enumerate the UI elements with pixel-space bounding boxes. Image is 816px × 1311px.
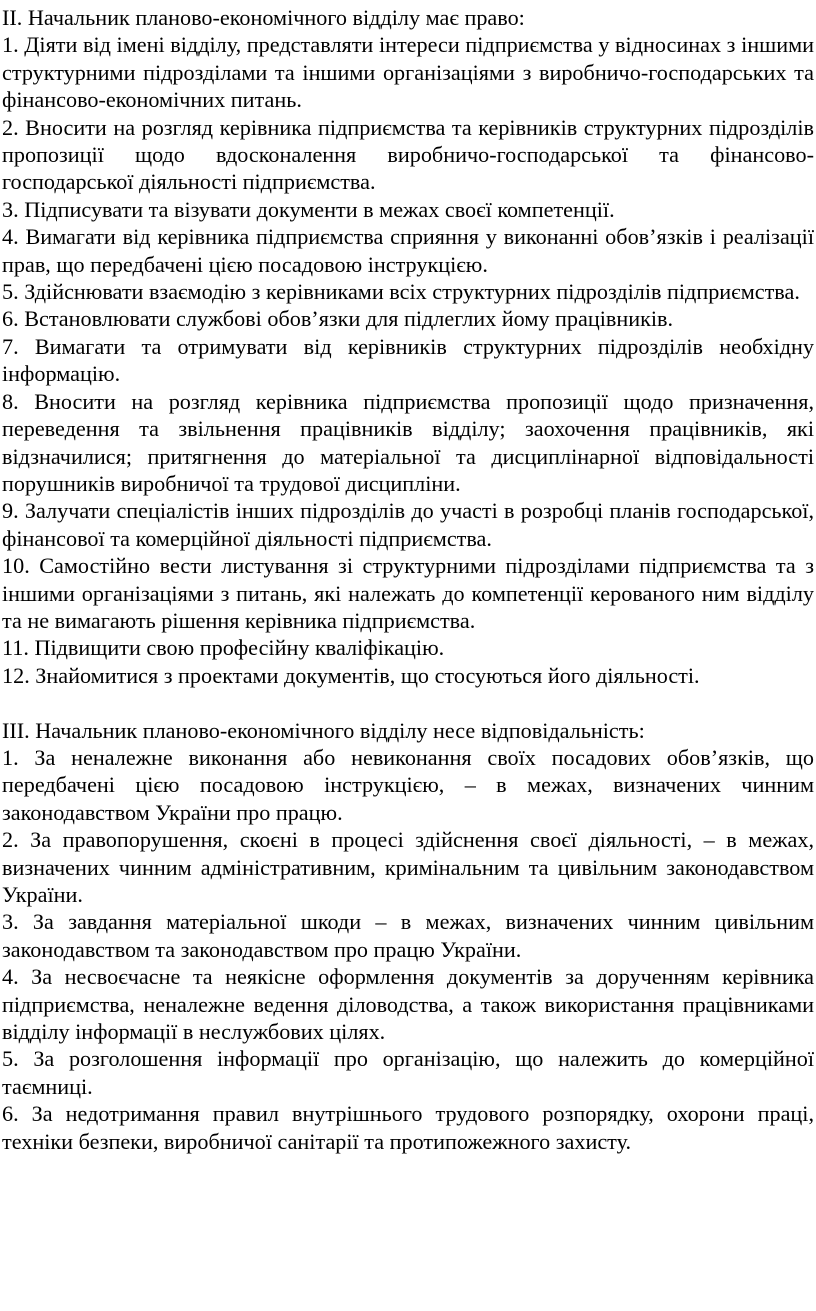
- list-item: 5. Здійснювати взаємодію з керівниками всіх структурних підрозділів підприємства.: [2, 279, 800, 305]
- list-item: 10. Самостійно вести листування зі структурними підрозділами підприємства та з іншими організаціями з питань, які належать до компетенції керованого ним відділу та не вимагають рішення керівника підприємства.: [2, 553, 814, 633]
- section-heading: II. Начальник планово-економічного відділу має право:: [2, 5, 525, 30]
- list-item: 3. За завдання матеріальної шкоди – в межах, визначених чинним цивільним законодавством та законодавством про працю України.: [2, 909, 814, 962]
- list-item: 9. Залучати спеціалістів інших підрозділів до участі в розробці планів господарської, фінансової та комерційної діяльності підприємства.: [2, 498, 814, 551]
- list-item: 4. За несвоєчасне та неякісне оформлення документів за дорученням керівника підприємства, неналежне ведення діловодства, а також використання працівниками відділу інформації в неслужбових цілях.: [2, 964, 814, 1045]
- list-item: 1. Діяти від імені відділу, представляти інтереси підприємства у відносинах з іншими структурними підрозділами та іншими організаціями з виробничо-господарських та фінансово-економічних питань.: [2, 32, 814, 113]
- list-item: 6. За недотримання правил внутрішнього трудового розпорядку, охорони праці, техніки безпеки, виробничої санітарії та протипожежного захисту.: [2, 1101, 814, 1154]
- list-item: 5. За розголошення інформації про організацію, що належить до комерційної таємниці.: [2, 1046, 814, 1099]
- list-item: 11. Підвищити свою професійну кваліфікацію.: [2, 635, 445, 661]
- list-item: 8. Вносити на розгляд керівника підприємства пропозиції щодо призначення, переведення та звільнення працівників відділу; заохочення працівників, які відзначилися; притягнення до матеріальної та дисциплінарної відповідальності порушників виробничої та трудової дисципліни.: [2, 388, 814, 496]
- section-heading: III. Начальник планово-економічного відділу несе відповідальність:: [2, 717, 645, 743]
- list-item: 1. За неналежне виконання або невиконання своїх посадових обов’язків, що передбачені цією посадовою інструкцією, – в межах, визначених чинним законодавством України про працю.: [2, 744, 814, 825]
- list-item: 2. Вносити на розгляд керівника підприємства та керівників структурних підрозділів пропозиції щодо вдосконалення виробничо-господарської та фінансово-господарської діяльності підприємства.: [2, 114, 814, 195]
- list-item: 3. Підписувати та візувати документи в межах своєї компетенції.: [2, 196, 615, 222]
- list-item: 6. Встановлювати службові обов’язки для підлеглих йому працівників.: [2, 306, 674, 332]
- list-item: 12. Знайомитися з проектами документів, що стосуються його діяльності.: [2, 662, 700, 688]
- section-responsibility: [2, 717, 814, 1156]
- list-item: 4. Вимагати від керівника підприємства сприяння у виконанні обов’язків і реалізації прав, що передбачені цією посадовою інструкцією.: [2, 224, 814, 277]
- list-item: 2. За правопорушення, скоєні в процесі здійснення своєї діяльності, – в межах, визначених чинним адміністративним, кримінальним та цивільним законодавством України.: [2, 827, 814, 907]
- section-rights: [2, 4, 814, 689]
- list-item: 7. Вимагати та отримувати від керівників структурних підрозділів необхідну інформацію.: [2, 333, 814, 387]
